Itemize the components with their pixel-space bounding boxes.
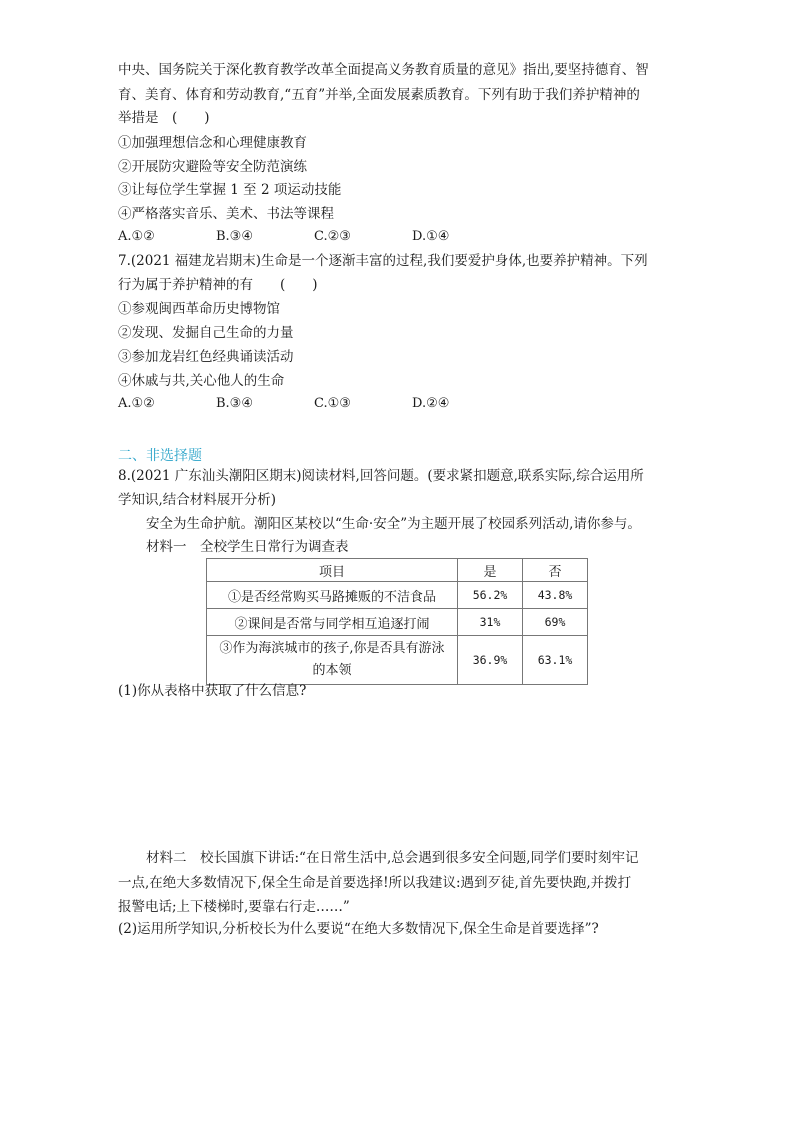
row3-yes: 36.9% [458, 636, 523, 685]
q8-stem-line-1: 8.(2021 广东汕头潮阳区期末)阅读材料,回答问题。(要求紧扣题意,联系实际,综合运用所 [118, 468, 644, 484]
q6-stem-line-3: 举措是 ( ) [118, 110, 210, 126]
q8-stem-line-2: 学知识,结合材料展开分析) [118, 492, 277, 508]
q8-sub-question-2: (2)运用所学知识,分析校长为什么要说“在绝大多数情况下,保全生命是首要选择”? [118, 921, 599, 937]
q7-option-b[interactable]: B.③④ [216, 396, 253, 411]
material1-title: 材料一 全校学生日常行为调查表 [146, 539, 349, 555]
q6-item-1: ①加强理想信念和心理健康教育 [118, 135, 307, 151]
header-yes: 是 [458, 559, 523, 582]
material2-line-2: 一点,在绝大多数情况下,保全生命是首要选择!所以我建议:遇到歹徒,首先要快跑,并拨打 [118, 875, 632, 891]
q7-option-a[interactable]: A.①② [118, 396, 155, 411]
header-item: 项目 [207, 559, 458, 582]
row1-item: ①是否经常购买马路摊贩的不洁食品 [207, 582, 458, 609]
q7-stem-line-2: 行为属于养护精神的有 ( ) [118, 277, 318, 293]
q8-sub-question-1: (1)你从表格中获取了什么信息? [118, 683, 307, 699]
q6-option-d[interactable]: D.①④ [412, 229, 450, 244]
q6-item-4: ④严格落实音乐、美术、书法等课程 [118, 206, 334, 222]
row3-no: 63.1% [523, 636, 588, 685]
q7-item-3: ③参加龙岩红色经典诵读活动 [118, 349, 294, 365]
q6-option-a[interactable]: A.①② [118, 229, 155, 244]
q7-options [118, 396, 510, 411]
q6-stem-line-2: 育、美育、体育和劳动教育,“五育”并举,全面发展素质教育。下列有助于我们养护精神的 [118, 87, 640, 103]
survey-table [206, 558, 588, 685]
q8-intro: 安全为生命护航。潮阳区某校以“生命·安全”为主题开展了校园系列活动,请你参与。 [146, 516, 641, 532]
row2-item: ②课间是否常与同学相互追逐打闹 [207, 609, 458, 636]
table-row [207, 609, 588, 636]
header-no: 否 [523, 559, 588, 582]
row2-no: 69% [523, 609, 588, 636]
q6-options [118, 229, 510, 244]
q7-option-c[interactable]: C.①③ [314, 396, 351, 411]
row3-item-line-1: ③作为海滨城市的孩子,你是否具有游泳 [219, 641, 445, 656]
row2-yes: 31% [458, 609, 523, 636]
row3-item-line-2: 的本领 [312, 663, 352, 678]
q7-item-2: ②发现、发掘自己生命的力量 [118, 325, 294, 341]
table-header-row [207, 559, 588, 582]
q7-item-4: ④休戚与共,关心他人的生命 [118, 373, 285, 389]
q6-item-2: ②开展防灾避险等安全防范演练 [118, 159, 307, 175]
q7-option-d[interactable]: D.②④ [412, 396, 450, 411]
q7-stem-line-1: 7.(2021 福建龙岩期末)生命是一个逐渐丰富的过程,我们要爱护身体,也要养护精神。下列 [118, 253, 648, 269]
table-row [207, 582, 588, 609]
row1-no: 43.8% [523, 582, 588, 609]
material2-line-3: 报警电话;上下楼梯时,要靠右行走……” [118, 899, 350, 915]
q7-item-1: ①参观闽西革命历史博物馆 [118, 301, 280, 317]
row3-item [207, 636, 458, 685]
section-heading-non-choice: 二、非选择题 [118, 448, 202, 464]
q6-option-b[interactable]: B.③④ [216, 229, 253, 244]
table-row [207, 636, 588, 685]
material2-line-1: 材料二 校长国旗下讲话:“在日常生活中,总会遇到很多安全问题,同学们要时刻牢记 [146, 850, 639, 866]
q6-item-3: ③让每位学生掌握 1 至 2 项运动技能 [118, 182, 342, 198]
row1-yes: 56.2% [458, 582, 523, 609]
q6-stem-line-1: 中央、国务院关于深化教育教学改革全面提高义务教育质量的意见》指出,要坚持德育、智 [118, 62, 649, 78]
q6-option-c[interactable]: C.②③ [314, 229, 351, 244]
